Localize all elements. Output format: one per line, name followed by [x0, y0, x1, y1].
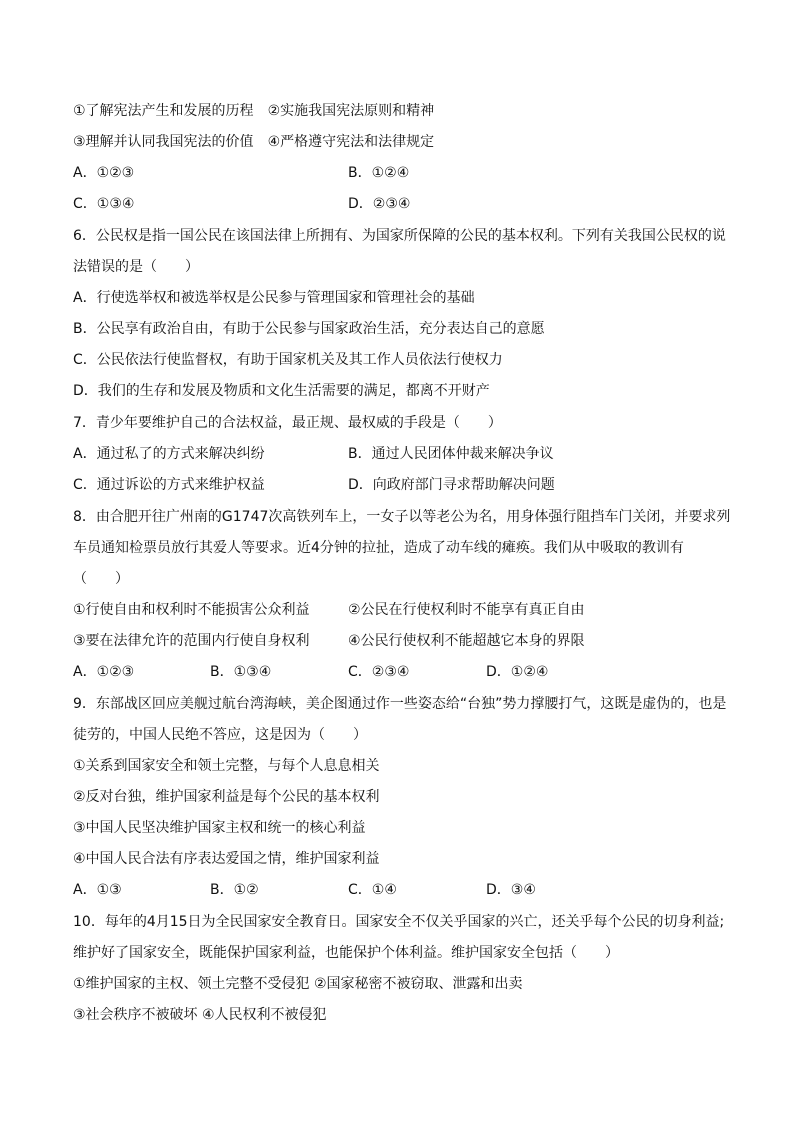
- q7-choice-c[interactable]: C．通过诉讼的方式来维护权益: [73, 477, 265, 493]
- q9-choice-d[interactable]: D．③④: [486, 882, 536, 898]
- q9-stem-line-1: 9．东部战区回应美舰过航台湾海峡，美企图通过作一些姿态给“台独”势力撑腰打气，这既是虚伪的，也是: [73, 696, 727, 712]
- q7-choice-d[interactable]: D．向政府部门寻求帮助解决问题: [348, 477, 555, 493]
- q9-choice-c[interactable]: C．①④: [348, 882, 397, 898]
- q9-stem-line-2: 徒劳的，中国人民绝不答应，这是因为（ ）: [73, 727, 367, 743]
- q5-option-3: ③理解并认同我国宪法的价值: [73, 134, 254, 150]
- q5-choice-b[interactable]: B．①②④: [348, 165, 410, 181]
- q5-option-1: ①了解宪法产生和发展的历程: [73, 103, 254, 119]
- q8-stem-line-1: 8．由合肥开往广州南的G1747次高铁列车上，一女子以等老公为名，用身体强行阻挡车门关闭，并要求列: [73, 509, 731, 525]
- q9-choice-a[interactable]: A．①③: [73, 882, 122, 898]
- q8-option-1: ①行使自由和权利时不能损害公众利益: [73, 602, 310, 618]
- q10-options-row-2: ③社会秩序不被破坏 ④人民权利不被侵犯: [73, 1007, 327, 1023]
- q10-stem-line-1: 10．每年的4月15日为全民国家安全教育日。国家安全不仅关乎国家的兴亡，还关乎每个公民的切身利益;: [73, 914, 725, 930]
- q9-option-1: ①关系到国家安全和领土完整，与每个人息息相关: [73, 758, 380, 774]
- q8-option-3: ③要在法律允许的范围内行使自身权利: [73, 633, 310, 649]
- q5-choice-d[interactable]: D．②③④: [348, 196, 411, 212]
- q5-choice-a[interactable]: A．①②③: [73, 165, 135, 181]
- q6-choice-a[interactable]: A．行使选举权和被选举权是公民参与管理国家和管理社会的基础: [73, 290, 475, 306]
- q6-stem-line-2: 法错误的是（ ）: [73, 259, 199, 275]
- q8-choice-c[interactable]: C．②③④: [348, 664, 410, 680]
- q6-choice-c[interactable]: C．公民依法行使监督权，有助于国家机关及其工作人员依法行使权力: [73, 352, 503, 368]
- q8-option-2: ②公民在行使权利时不能享有真正自由: [348, 602, 585, 618]
- q5-choice-c[interactable]: C．①③④: [73, 196, 135, 212]
- q8-choice-b[interactable]: B．①③④: [210, 664, 272, 680]
- q8-choice-a[interactable]: A．①②③: [73, 664, 135, 680]
- q10-stem-line-2: 维护好了国家安全，既能保护国家利益，也能保护个体利益。维护国家安全包括（ ）: [73, 945, 619, 961]
- q5-option-2: ②实施我国宪法原则和精神: [267, 103, 435, 119]
- q6-stem-line-1: 6．公民权是指一国公民在该国法律上所拥有、为国家所保障的公民的基本权利。下列有关我国公民权的说: [73, 228, 726, 244]
- q6-choice-d[interactable]: D．我们的生存和发展及物质和文化生活需要的满足，都离不开财产: [73, 383, 490, 399]
- q9-option-2: ②反对台独，维护国家利益是每个公民的基本权利: [73, 789, 380, 805]
- q7-stem: 7．青少年要维护自己的合法权益，最正规、最权威的手段是（ ）: [73, 415, 502, 431]
- q5-options-row-2: [73, 132, 434, 152]
- q9-option-3: ③中国人民坚决维护国家主权和统一的核心利益: [73, 820, 366, 836]
- q7-choice-b[interactable]: B．通过人民团体仲裁来解决争议: [348, 446, 554, 462]
- q9-choice-b[interactable]: B．①②: [210, 882, 259, 898]
- q5-options-row-1: [73, 101, 434, 121]
- q8-option-4: ④公民行使权利不能超越它本身的界限: [348, 633, 585, 649]
- q7-choice-a[interactable]: A．通过私了的方式来解决纠纷: [73, 446, 265, 462]
- q8-stem-line-3: （ ）: [73, 571, 129, 587]
- q6-choice-b[interactable]: B．公民享有政治自由，有助于公民参与国家政治生活，充分表达自己的意愿: [73, 321, 545, 337]
- q9-option-4: ④中国人民合法有序表达爱国之情，维护国家利益: [73, 851, 380, 867]
- q10-options-row-1: ①维护国家的主权、领土完整不受侵犯 ②国家秘密不被窃取、泄露和出卖: [73, 976, 523, 992]
- q5-option-4: ④严格遵守宪法和法律规定: [267, 134, 435, 150]
- q8-stem-line-2: 车员通知检票员放行其爱人等要求。近4分钟的拉扯，造成了动车线的瘫痪。我们从中吸取的教训有: [73, 540, 684, 556]
- q8-choice-d[interactable]: D．①②④: [486, 664, 549, 680]
